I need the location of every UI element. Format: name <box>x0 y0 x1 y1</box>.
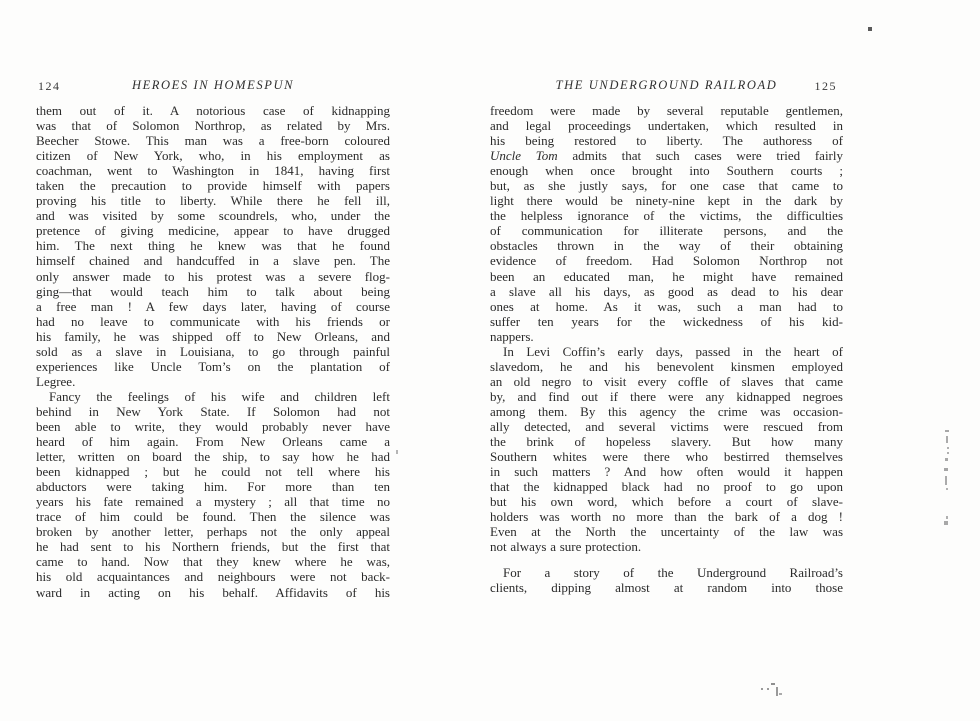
paragraph <box>36 389 390 600</box>
text-line: that the kidnapped black had no proof to go upon <box>490 479 843 495</box>
text-line: holders was worth no more than the bark of a dog ! <box>490 509 843 525</box>
italic-book-title: Uncle Tom <box>490 148 558 164</box>
text-line: a free man ! A few days later, having of course <box>36 298 390 314</box>
paragraph <box>490 103 843 344</box>
text-line: him. The next thing he knew was that he found <box>36 238 390 254</box>
text-line: he had sent to his Northern friends, but the first that <box>36 539 390 555</box>
text-line: and was visited by some scoundrels, who, under the <box>36 208 390 224</box>
scan-speck-top-right <box>868 27 872 31</box>
text-line: trace of him could be found. Then the silence was <box>36 509 390 525</box>
text-line: been an educated man, he might have remained <box>490 268 843 284</box>
text-line: not always a sure protection. <box>490 539 642 555</box>
text-line: came to hand. Now that they knew where he was, <box>36 554 390 570</box>
left-page-body <box>36 103 390 600</box>
text-line: by, and find out if there were any kidnapped negroes <box>490 388 843 404</box>
left-running-title: HEROES IN HOMESPUN <box>131 78 295 92</box>
left-page-number: 124 <box>38 79 61 93</box>
text-line: Even at the North the uncertainty of the law was <box>490 524 843 540</box>
text-line: For a story of the Underground Railroad’s <box>503 565 843 581</box>
text-line: Southern whites were there who bestirred themselves <box>490 449 843 465</box>
text-line: coachman, went to Washington in 1841, having first <box>36 163 390 179</box>
text-line: the brink of hopeless slavery. But how many <box>490 434 843 450</box>
text-line: ally detected, and several victims were rescued from <box>490 418 843 434</box>
text-line: and legal proceedings undertaken, which resulted in <box>490 118 843 134</box>
text-line: heard of him again. From New Orleans came a <box>36 434 390 450</box>
text-line: obstacles thrown in the way of their obtaining <box>490 238 843 254</box>
scan-speck-left-margin <box>396 450 398 454</box>
text-line: had no leave to communicate with his friends or <box>36 313 390 329</box>
text-line: an old negro to visit every coffle of slaves that came <box>490 373 843 389</box>
text-line: letter, written on board the ship, to say how he had <box>36 449 390 465</box>
text-line: Beecher Stowe. This man was a free-born coloured <box>36 133 390 149</box>
text-line: was that of Solomon Northrop, as related by Mrs. <box>36 118 390 134</box>
paragraph <box>490 565 843 595</box>
text-line: enough when once brought into Southern courts ; <box>490 163 843 179</box>
text-line: light there would be ninety-nine kept in the dark by <box>490 193 843 209</box>
text-line: broken by another letter, perhaps not the only appeal <box>36 524 390 540</box>
text-line: his old acquaintances and neighbours were not back- <box>36 569 390 585</box>
text-line: evidence of freedom. Had Solomon Northrop not <box>490 253 843 269</box>
text-line: his family, he was shipped off to New Orleans, and <box>36 328 390 344</box>
text-line: been kidnapped ; but he could not tell where his <box>36 464 390 480</box>
text-line: experiences like Uncle Tom’s on the plantation of <box>36 358 390 374</box>
right-page-body <box>490 103 843 596</box>
text-line: suffer ten years for the wickedness of his kid- <box>490 313 843 329</box>
text-line: his being restored to liberty. The authoress of <box>490 133 843 149</box>
text-line: clients, dipping almost at random into those <box>490 580 843 596</box>
text-line: slavedom, he and his benevolent kinsmen employed <box>490 358 843 374</box>
text-line: Fancy the feelings of his wife and children left <box>49 388 390 404</box>
left-page <box>36 78 390 600</box>
text-line: in such matters ? And how often would it happen <box>490 464 843 480</box>
text-line: them out of it. A notorious case of kidnapping <box>36 103 390 118</box>
text-line: freedom were made by several reputable gentlemen, <box>490 103 843 118</box>
text-line: behind in New York State. If Solomon had not <box>36 403 390 419</box>
text-line: ging—that would teach him to talk about being <box>36 283 390 299</box>
text-line: taken the precaution to provide himself with papers <box>36 178 390 194</box>
right-running-title: THE UNDERGROUND RAILROAD <box>555 78 778 92</box>
text-line: himself chained and handcuffed in a slave pen. The <box>36 253 390 269</box>
text-line: only answer made to his protest was a severe flog- <box>36 268 390 284</box>
text-line <box>490 148 843 163</box>
text-line: Legree. <box>36 373 76 389</box>
right-page-number: 125 <box>814 79 837 93</box>
left-running-head <box>36 78 390 92</box>
text-line: abductors were taking him. For more than ten <box>36 479 390 495</box>
text-line: but, as she justly says, for one case that came to <box>490 178 843 194</box>
text-line: ward in acting on his behalf. Affidavits of his <box>36 584 390 600</box>
text-line: proving his title to liberty. While there he fell ill, <box>36 193 390 209</box>
text-line: but his own word, which before a court of slave- <box>490 494 843 510</box>
text-line: of communication for illiterate persons, and the <box>490 223 843 239</box>
text-line: ones at home. As it was, such a man had to <box>490 298 843 314</box>
paragraph <box>490 344 843 555</box>
text-line: nappers. <box>490 328 534 344</box>
text-line: sold as a slave in Louisiana, to go through painful <box>36 343 390 359</box>
text-line: been able to write, they would probably never have <box>36 418 390 434</box>
text-line: a slave all his days, as good as dead to his dear <box>490 283 843 299</box>
right-page <box>490 78 843 596</box>
paragraph <box>36 103 390 389</box>
right-running-head <box>490 78 843 92</box>
text-line: pretence of giving medicine, appear to have drugged <box>36 223 390 239</box>
text-line: among them. By this agency the crime was occasion- <box>490 403 843 419</box>
text-line: citizen of New York, who, in his employment as <box>36 148 390 164</box>
text-segment: admits that such cases were tried fairly <box>557 148 843 164</box>
text-line: years his fate remained a mystery ; all that time no <box>36 494 390 510</box>
text-line: In Levi Coffin’s early days, passed in the heart of <box>503 343 843 359</box>
text-line: the helpless ignorance of the victims, the difficulties <box>490 208 843 224</box>
